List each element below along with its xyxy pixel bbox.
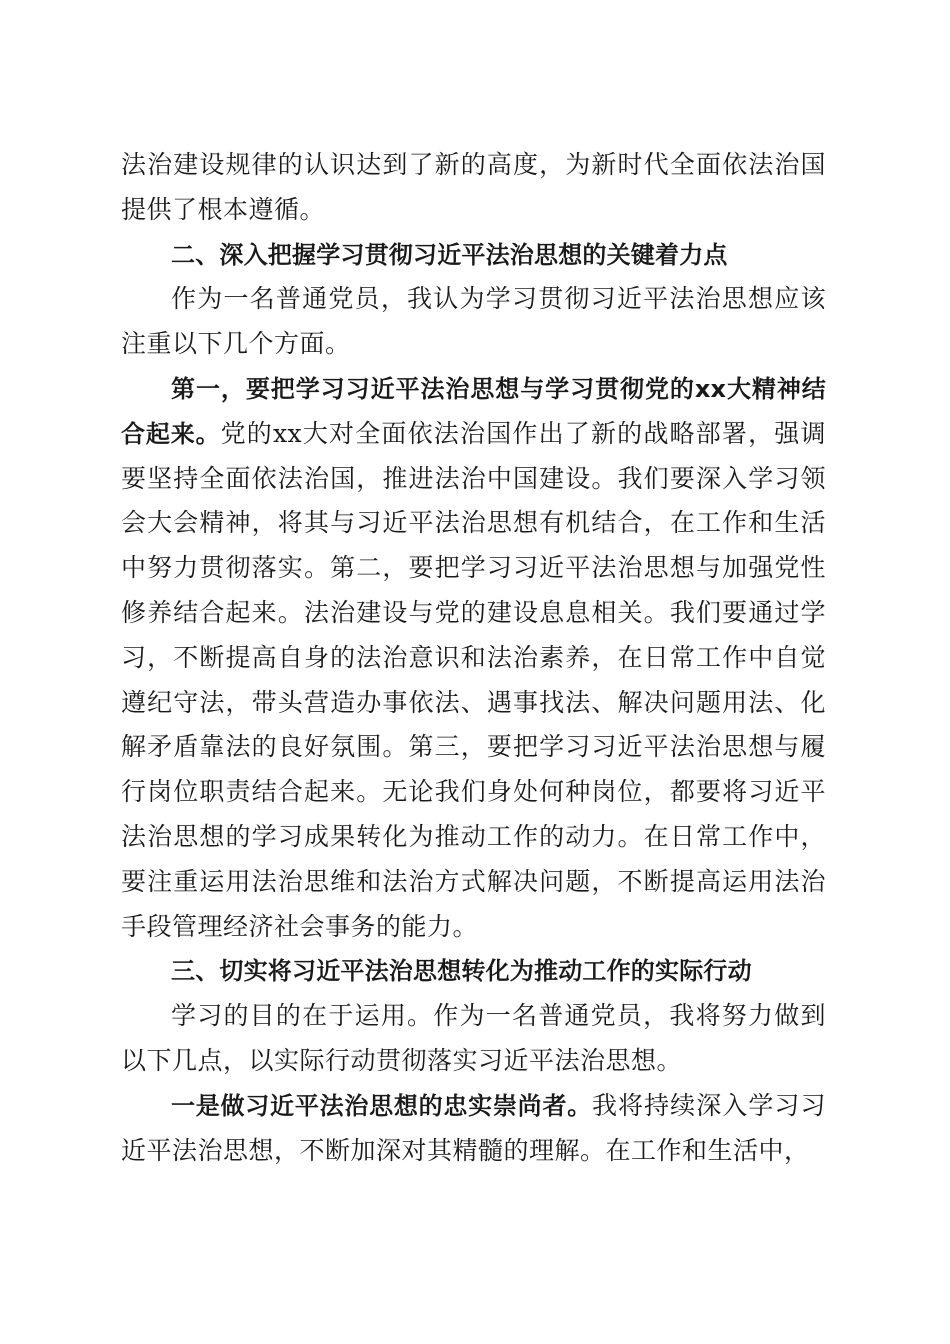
paragraph-point-one xyxy=(121,1084,826,1174)
document-body xyxy=(121,143,826,1173)
first-point-lead: 第一，要把学习习近平法治思想与学习贯彻党的xx大精神结合起来。 xyxy=(121,374,826,448)
section-heading-3: 三、切实将习近平法治思想转化为推动工作的实际行动 xyxy=(171,957,752,986)
paragraph-first-point xyxy=(121,367,826,949)
point-one-body: 我将持续深入学习习近平法治思想，不断加深对其精髓的理解。在工作和生活中， xyxy=(121,1090,826,1165)
first-point-body: 党的xx大对全面依法治国作出了新的战略部署，强调要坚持全面依法治国，推进法治中国建设。我们要深入学习领会大会精神，将其与习近平法治思想有机结合，在工作和生活中努力贯彻落实。第二，要把学习习近平法治思想与加强党性修养结合起来。法治建设与党的建设息息相关。我们要通过学习，不断提高自身的法治意识和法治素养，在日常工作中自觉遵纪守法，带头营造办事依法、遇事找法、解决问题用法、化解矛盾靠法的良好氛围。第三，要把学习习近平法治思想与履行岗位职责结合起来。无论我们身处何种岗位，都要将习近平法治思想的学习成果转化为推动工作的动力。在日常工作中，要注重运用法治思维和法治方式解决问题，不断提高运用法治手段管理经济社会事务的能力。 xyxy=(121,418,826,941)
paragraph-intro-2: 作为一名普通党员，我认为学习贯彻习近平法治思想应该注重以下几个方面。 xyxy=(121,284,826,359)
paragraph-intro-3: 学习的目的在于运用。作为一名普通党员，我将努力做到以下几点，以实际行动贯彻落实习近平法治思想。 xyxy=(121,1001,826,1075)
section-heading-2: 二、深入把握学习贯彻习近平法治思想的关键着力点 xyxy=(171,240,728,269)
paragraph-continuation: 法治建设规律的认识达到了新的高度，为新时代全面依法治国提供了根本遵循。 xyxy=(121,150,826,224)
point-one-lead: 一是做习近平法治思想的忠实崇尚者。 xyxy=(171,1091,592,1120)
